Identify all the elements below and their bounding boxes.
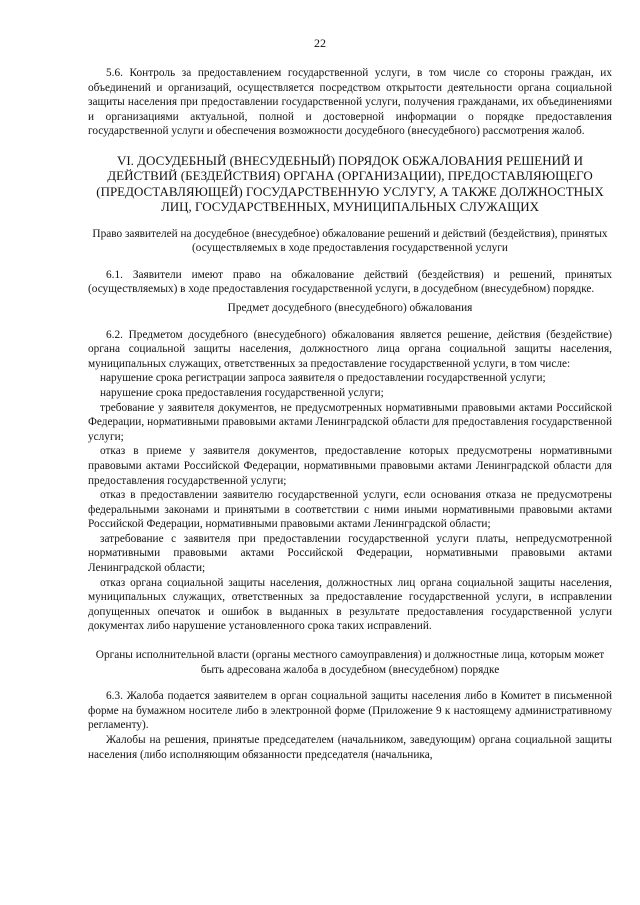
paragraph-complaints: Жалобы на решения, принятые председателем (начальником, заведующим) органа социальной защиты населения (либо исполняющим обязанности председателя (начальника, [88, 734, 612, 761]
page-content [88, 66, 612, 762]
list-item: нарушение срока предоставления государственной услуги; [100, 386, 384, 399]
subheading-appeal-subject: Предмет досудебного (внесудебного) обжалования [227, 301, 473, 314]
list-item: нарушение срока регистрации запроса заявителя о предоставлении государственной услуги; [100, 372, 546, 385]
section-title: VI. ДОСУДЕБНЫЙ (ВНЕСУДЕБНЫЙ) ПОРЯДОК ОБЖАЛОВАНИЯ РЕШЕНИЙ И ДЕЙСТВИЙ (БЕЗДЕЙСТВИЯ) ОРГАНА (ОРГАНИЗАЦИИ), ПРЕДОСТАВЛЯЮЩЕГО (ПРЕДОСТАВЛЯЮЩЕЙ) ГОСУДАРСТВЕННУЮ УСЛУГУ, А ТАКЖЕ ДОЛЖНОСТНЫХ ЛИЦ, ГОСУДАРСТВЕННЫХ, МУНИЦИПАЛЬНЫХ СЛУЖАЩИХ [96, 152, 604, 215]
paragraph-6-1: 6.1. Заявители имеют право на обжалование действий (бездействия) и решений, принятых (осуществляемых) в ходе предоставления государственной услуги, в досудебном (внесудебном) порядке. [88, 268, 612, 296]
list-item: требование у заявителя документов, не предусмотренных нормативными правовыми актами Российской Федерации, нормативными правовыми актами Ленинградской области для предоставления государственной услуги; [88, 401, 612, 443]
subheading-appeal-bodies: Органы исполнительной власти (органы местного самоуправления) и должностные лица, которым может быть адресована жалоба в досудебном (внесудебном) порядке [95, 649, 605, 676]
paragraph-6-2: 6.2. Предметом досудебного (внесудебного) обжалования является решение, действия (бездействие) органа социальной защиты населения, должностного лица органа социальной защиты населения, муниципальных служащих, ответственных за предоставление государственной услуги, в том числе: [88, 328, 612, 370]
list-item: отказ в приеме у заявителя документов, предоставление которых предусмотрены нормативными правовыми актами Российской Федерации, нормативными правовыми актами Ленинградской области для предоставления государственной услуги; [88, 445, 612, 487]
list-item: отказ в предоставлении заявителю государственной услуги, если основания отказа не предусмотрены федеральными законами и принятыми в соответствии с ними иными нормативными правовыми актами Российской Федерации, нормативными правовыми актами Ленинградской области; [88, 489, 612, 531]
paragraph-6-3: 6.3. Жалоба подается заявителем в орган социальной защиты населения либо в Комитет в письменной форме на бумажном носителе либо в электронной форме (Приложение 9 к настоящему административному регламенту). [88, 690, 612, 732]
list-item: отказ органа социальной защиты населения, должностных лиц органа социальной защиты населения, муниципальных служащих, ответственных за предоставление государственной услуги, в исправлении допущенных опечаток и ошибок в выданных в результате предоставления государственной услуги документах либо нарушение установленного срока таких исправлений. [88, 576, 612, 633]
page-number: 22 [314, 36, 326, 50]
paragraph-5-6: 5.6. Контроль за предоставлением государственной услуги, в том числе со стороны граждан, их объединений и организаций, осуществляется посредством открытости деятельности органа социальной защиты населения при предоставлении государственной услуги, получения гражданами, их объединениями и организациями актуальной, полной и достоверной информации о порядке предоставления государственной услуги и обеспечения возможности досудебного (внесудебного) рассмотрения жалоб. [88, 67, 612, 138]
list-item: затребование с заявителя при предоставлении государственной услуги платы, непредусмотренной нормативными правовыми актами Российской Федерации, нормативными правовыми актами Ленинградской области; [88, 532, 612, 575]
subheading-appeal-right: Право заявителей на досудебное (внесудебное) обжалование решений и действий (бездействия), принятых (осуществляемых в ходе предоставления государственной услуги [92, 227, 608, 255]
